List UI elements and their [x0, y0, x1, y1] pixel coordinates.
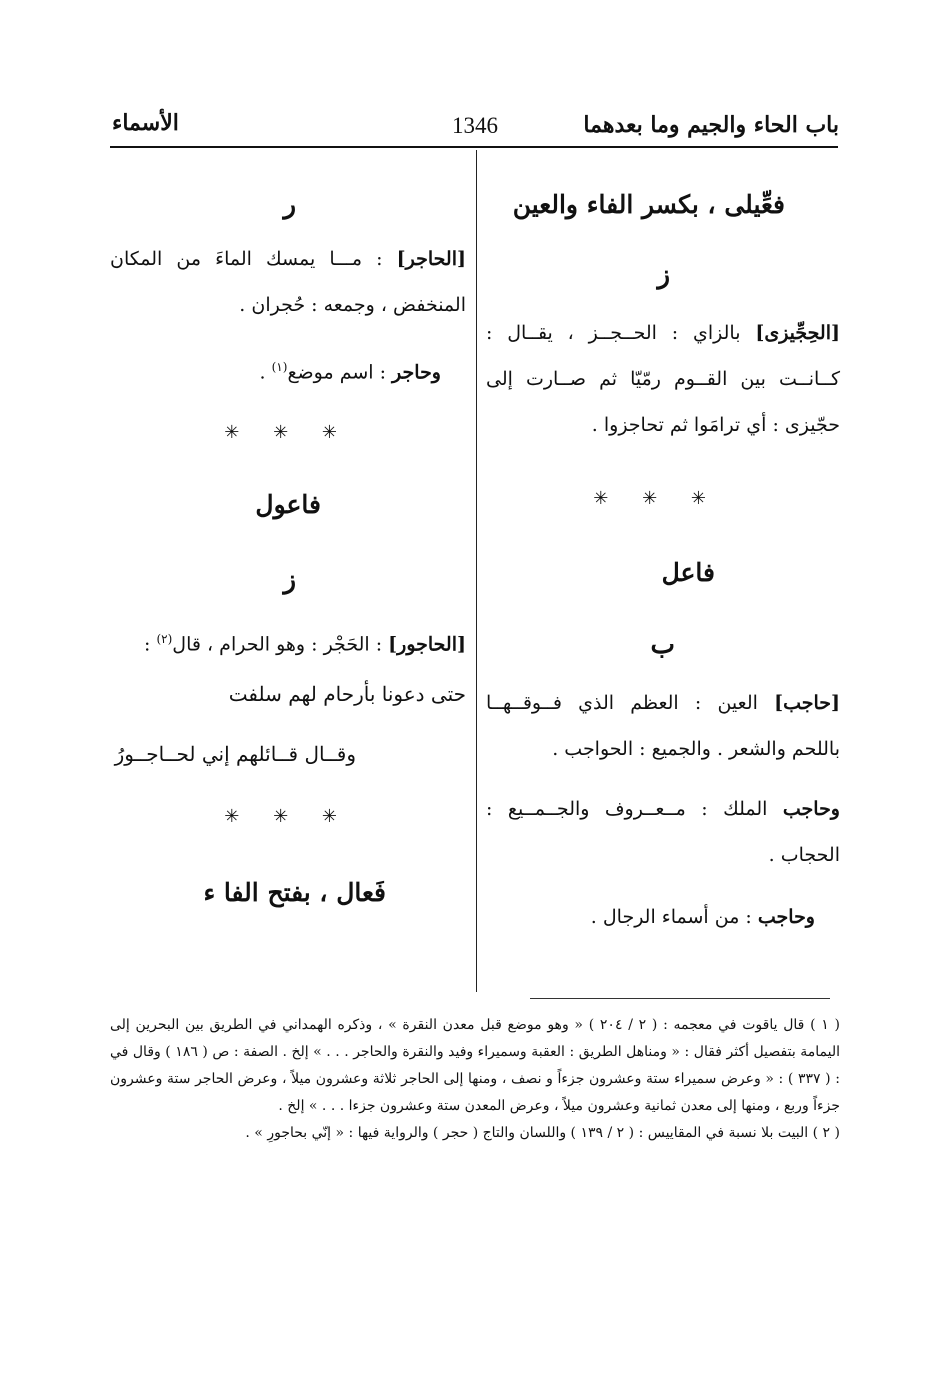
chapter-running-title: باب الحاء والجيم وما بعدهما	[583, 112, 839, 138]
entry-term: [حاجب]	[774, 692, 840, 714]
footnote-ref: (٢)	[156, 632, 173, 646]
footnote-rule	[530, 998, 830, 999]
root-letter-heading: ز	[657, 260, 670, 290]
entry-term: وحاجب	[782, 798, 840, 820]
entry-term: [الحِجِّيزى]	[755, 322, 840, 344]
entry-definition: : مـــا يمسك الماءَ من المكان المنخفض ، وجمعه : حُجران .	[110, 248, 466, 316]
column-divider	[476, 150, 477, 992]
entry-hajib-king	[486, 786, 840, 878]
page-number: 1346	[452, 113, 498, 138]
section-heading: فاعول	[255, 490, 321, 519]
entry-definition: بالزاي : الحــجــز ، يقــال : كــانــت بين القــوم رمّيّا ثم صــارت إلى حجّيزى : أي ترامَوا ثم تحاجزوا .	[486, 322, 840, 436]
entry-term: [الحاجور]	[388, 633, 466, 656]
entry-definition: : من أسماء الرجال .	[590, 906, 752, 928]
root-letter-heading: ز	[283, 565, 296, 595]
root-letter-heading: ر	[283, 190, 296, 220]
section-heading: فاعل	[661, 558, 715, 587]
entry-hajib-eye	[486, 680, 840, 772]
entry-term: [الحاجر]	[396, 248, 466, 270]
poetry-hemistich-first: حتى دعونا بأرحام لهم سلفت	[228, 682, 466, 706]
footnote-2: ( ٢ ) البيت بلا نسبة في المقاييس : ( ٢ / ١٣٩ ) واللسان والتاج ( حجر ) والرواية فيها : « إنّي بحاجورِ » .	[245, 1125, 840, 1141]
entry-term: وحاجب	[757, 906, 815, 928]
footnote-ref: (١)	[271, 360, 288, 374]
entry-hajur: [الحاجور] : الحَجْر : وهو الحرام ، قال$^{(٢)}$ :	[144, 632, 466, 656]
entry-hajir-place: وحاجر : اسم موضع$^{(١)}$ .	[259, 360, 441, 384]
section-separator-stars: ✳ ✳ ✳	[224, 806, 351, 827]
entry-definition: الملك : مــعــروف والجــمــيع : الحجاب .	[486, 798, 840, 866]
header-rule	[110, 146, 838, 148]
section-separator-stars: ✳ ✳ ✳	[224, 422, 351, 443]
section-heading: فَعال ، بفتح الفا ء	[203, 878, 386, 907]
entry-term: وحاجر	[392, 361, 441, 384]
footnote-1: ( ١ ) قال ياقوت في معجمه : ( ٢ / ٢٠٤ ) « وهو موضع قبل معدن النقرة » ، وذكره الهمداني في الطريق بين البحرين إلى اليمامة بتفصيل أكثر فقال : « ومناهل الطريق : العقبة وسميراء وفيد والنقرة والحاجر . . . » إلخ . الصفة : ص ( ١٨٦ ) وقال في : ( ٣٣٧ ) : « وعرض سميراء ستة وعشرون جزءاً و نصف ، ومنها إلى الحاجر ثلاثة وعشرون ميلاً ، وعرض الحاجر ستة وعشرون جزءاً وربع ، ومنها إلى معدن ثمانية وعشرون ميلاً ، وعرض المعدن ستة وعشرون جزءا . . . » إلخ .	[110, 1017, 840, 1114]
entry-hajib-name	[486, 894, 815, 940]
root-letter-heading: ب	[650, 630, 675, 660]
entry-hajir	[110, 236, 466, 328]
footnotes	[110, 1012, 840, 1147]
poetry-hemistich-second: وقــال قــائلهم إني لحــاجــورُ	[114, 742, 356, 766]
section-heading: فعِّيلى ، بكسر الفاء والعين	[512, 190, 785, 219]
entry-hijjiza	[486, 310, 840, 448]
entry-definition: : اسم موضع	[287, 361, 386, 384]
entry-definition: : الحَجْر : وهو الحرام ، قال	[172, 633, 383, 656]
entry-definition: العين : العظم الذي فــوقــهــا باللحم والشعر . والجميع : الحواجب .	[486, 692, 840, 760]
section-separator-stars: ✳ ✳ ✳	[593, 488, 720, 509]
section-running-title: الأسماء	[112, 110, 179, 136]
